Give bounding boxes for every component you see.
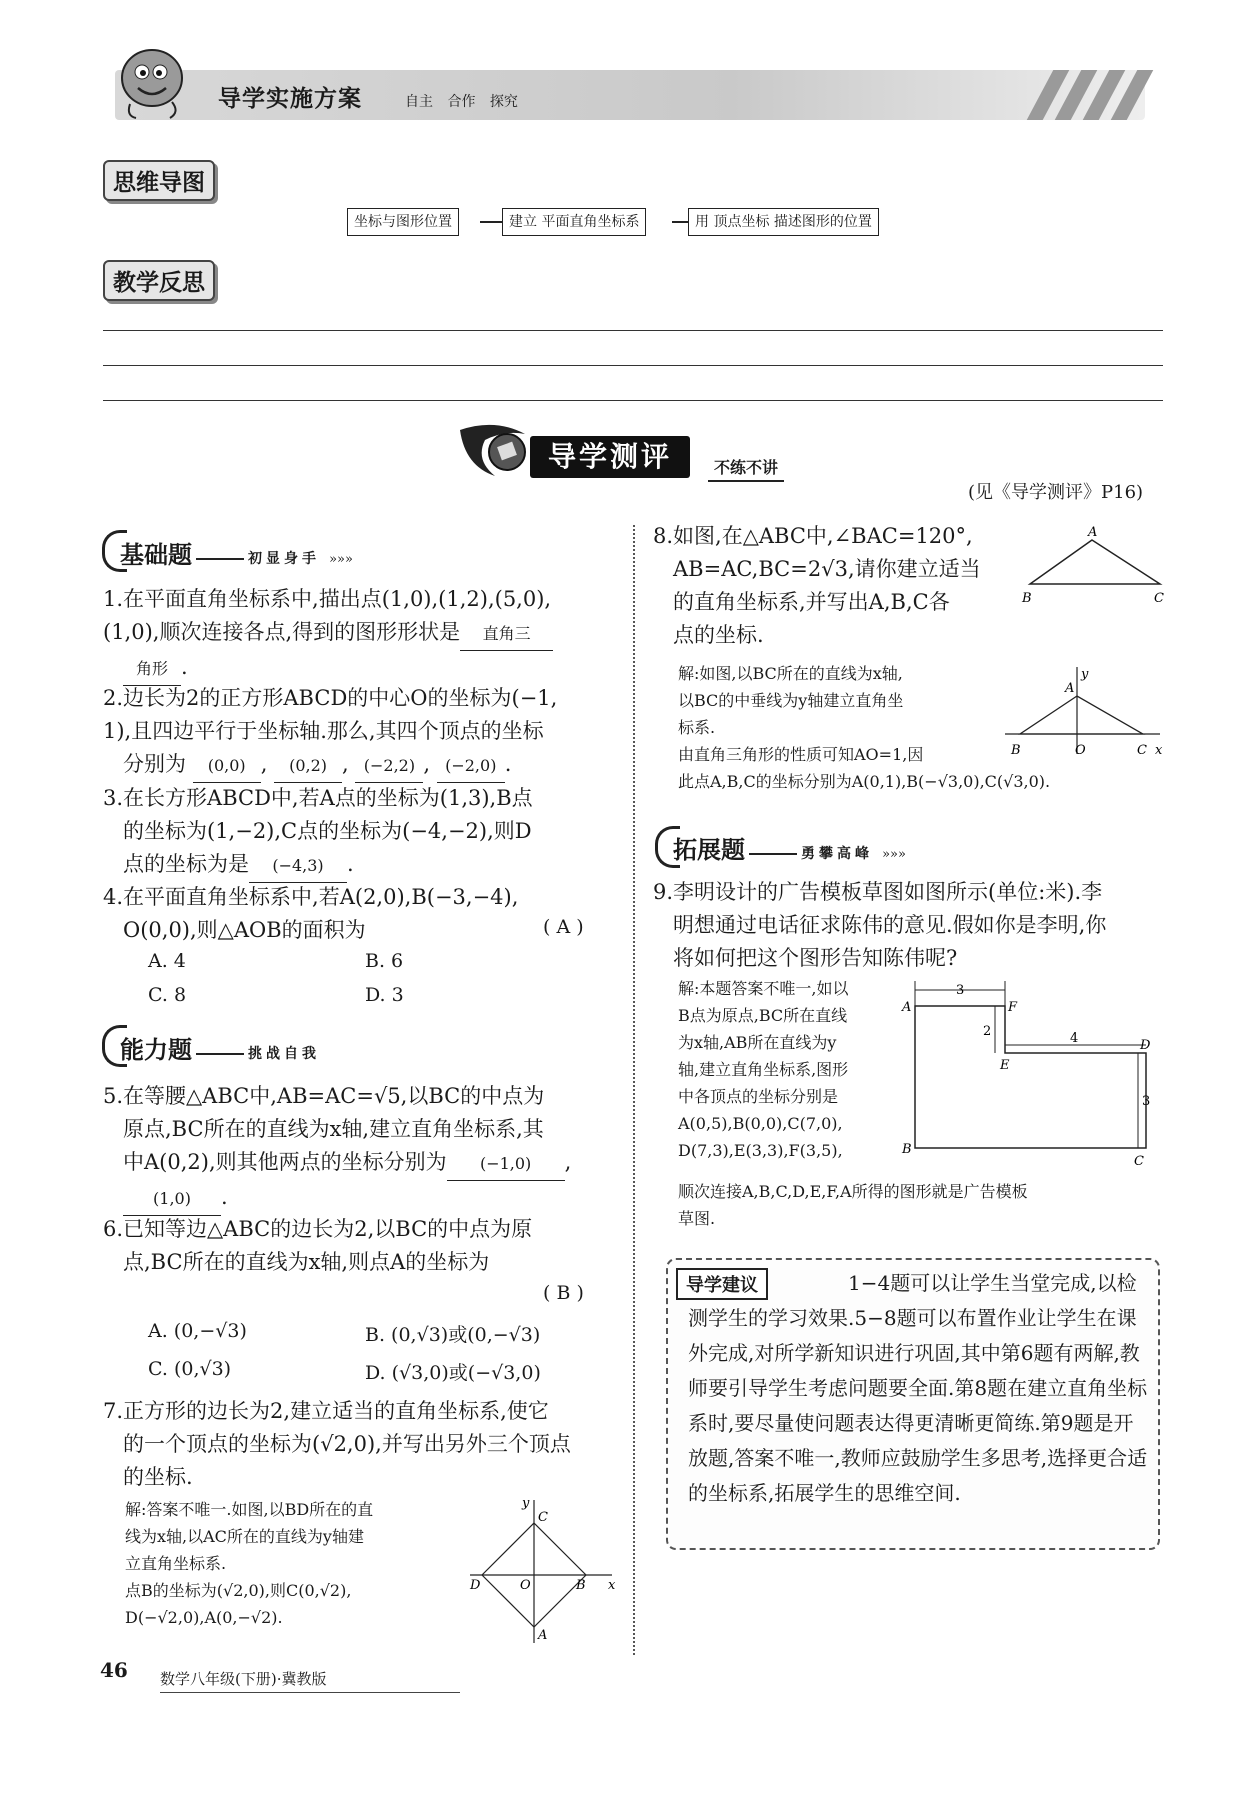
figure-triangle-axes bbox=[995, 662, 1170, 762]
dimension-3-right: 3 bbox=[1142, 1094, 1151, 1109]
label-a: A bbox=[1088, 525, 1098, 540]
question-6 bbox=[103, 1213, 532, 1279]
solution-text: 解:答案不唯一.如图,以BD所在的直 bbox=[125, 1500, 374, 1519]
banner-title: 导学测评 bbox=[530, 436, 690, 478]
answer-blank: (−1,0) bbox=[447, 1147, 565, 1181]
section-head-ability bbox=[120, 1030, 320, 1065]
label-a: A bbox=[1065, 681, 1075, 696]
label-x: x bbox=[1155, 743, 1163, 758]
solution-text: 解:本题答案不唯一,如以 bbox=[678, 979, 849, 998]
label-d: D bbox=[470, 1578, 481, 1593]
option-d: D. (√3,0)或(−√3,0) bbox=[365, 1362, 541, 1384]
question-text: O(0,0),则△AOB的面积为 bbox=[123, 918, 366, 942]
question-8 bbox=[653, 520, 981, 652]
label-d: D bbox=[1140, 1038, 1151, 1053]
option-a: A. (0,−√3) bbox=[148, 1320, 247, 1342]
solution-text: 标系. bbox=[678, 718, 716, 737]
answer-blank: (−2,0) bbox=[437, 749, 505, 783]
solution-text: 线为x轴,以AC所在的直线为y轴建 bbox=[125, 1527, 364, 1546]
solution-text: 顺次连接A,B,C,D,E,F,A所得的图形就是广告模板 bbox=[678, 1182, 1028, 1201]
triangle bbox=[1020, 696, 1143, 734]
question-text: 分别为 bbox=[123, 752, 186, 776]
mindmap-box-1: 坐标与图形位置 bbox=[347, 208, 459, 236]
label-c: C bbox=[1134, 1154, 1144, 1169]
banner-reference: (见《导学测评》P16) bbox=[968, 482, 1144, 503]
dimension-2: 2 bbox=[983, 1024, 992, 1039]
label-f: F bbox=[1008, 1000, 1018, 1015]
question-text: 8.如图,在△ABC中,∠BAC=120°, bbox=[653, 524, 973, 548]
footer-text: 数学八年级(下册)·冀教版 bbox=[160, 1668, 460, 1693]
question-text: 点的坐标为是 bbox=[123, 852, 249, 876]
question-text: 1),且四边平行于坐标轴.那么,其四个顶点的坐标 bbox=[103, 719, 544, 743]
question-5: 5.在等腰△ABC中,AB=AC=√5,以BC的中点为 原点,BC所在的直线为x轴,建立直角坐标系,其 中A(0,2),则其他两点的坐标分别为 (−1,0) , (1,0) . bbox=[103, 1080, 571, 1216]
question-3 bbox=[103, 782, 533, 883]
label-e: E bbox=[1000, 1058, 1010, 1073]
solution-text: 解:如图,以BC所在的直线为x轴, bbox=[678, 664, 903, 683]
label-b: B bbox=[1011, 743, 1021, 758]
header-subtitle: 自主 合作 探究 bbox=[405, 94, 518, 110]
question-text: 中A(0,2),则其他两点的坐标分别为 bbox=[123, 1150, 447, 1174]
question-text: 5.在等腰△ABC中,AB=AC=√5,以BC的中点为 bbox=[103, 1084, 545, 1108]
label-y: y bbox=[1081, 667, 1089, 682]
section-head-extend: 拓展题 勇攀高峰 »»» bbox=[673, 835, 906, 864]
solution-text: 点B的坐标为(√2,0),则C(0,√2), bbox=[125, 1581, 352, 1600]
mindmap-connector bbox=[480, 221, 502, 223]
answer-blank: (−4,3) bbox=[249, 849, 347, 883]
question-text: 原点,BC所在的直线为x轴,建立直角坐标系,其 bbox=[123, 1117, 544, 1141]
question-text: 1.在平面直角坐标系中,描出点(1,0),(1,2),(5,0), bbox=[103, 587, 552, 611]
section-title: 拓展题 bbox=[673, 835, 745, 864]
label-c: C bbox=[1154, 591, 1164, 606]
ruled-line bbox=[103, 330, 1163, 331]
section-subtitle: 勇攀高峰 bbox=[801, 846, 873, 862]
solution-text: A(0,5),B(0,0),C(7,0), bbox=[678, 1114, 843, 1133]
label-o: O bbox=[520, 1578, 531, 1593]
solution-text: 由直角三角形的性质可知AO=1,因 bbox=[678, 745, 924, 764]
mindmap-connector bbox=[672, 221, 688, 223]
section-title: 基础题 bbox=[120, 540, 192, 569]
question-text: 3.在长方形ABCD中,若A点的坐标为(1,3),B点 bbox=[103, 786, 533, 810]
punctuation: . bbox=[181, 655, 188, 679]
solution-text: D(−√2,0),A(0,−√2). bbox=[125, 1608, 283, 1627]
mindmap-box-2: 建立 平面直角坐标系 bbox=[502, 208, 646, 236]
question-text: 点,BC所在的直线为x轴,则点A的坐标为 bbox=[123, 1250, 490, 1274]
question-text: 明想通过电话征求陈伟的意见.假如你是李明,你 bbox=[673, 913, 1107, 937]
question-text: AB=AC,BC=2√3,请你建立适当 bbox=[673, 557, 981, 581]
answer-blank: (0,0) bbox=[193, 749, 261, 783]
column-divider bbox=[633, 525, 635, 1655]
question-text: 的一个顶点的坐标为(√2,0),并写出另外三个顶点 bbox=[123, 1432, 571, 1456]
mindmap-tag: 思维导图 bbox=[103, 160, 215, 201]
answer-choice: ( A ) bbox=[543, 916, 584, 938]
question-9 bbox=[653, 876, 1106, 975]
answer-blank: (1,0) bbox=[123, 1182, 221, 1216]
label-b: B bbox=[1022, 591, 1032, 606]
section-head-basic: 基础题 初显身手 »»» bbox=[120, 540, 353, 569]
label-c: C bbox=[538, 1510, 548, 1525]
ruled-line bbox=[103, 400, 1163, 401]
punctuation: . bbox=[504, 752, 512, 776]
option-a: A. 4 bbox=[148, 950, 186, 972]
question-text: 6.已知等边△ABC的边长为2,以BC的中点为原 bbox=[103, 1217, 533, 1241]
question-text: 点的坐标. bbox=[673, 623, 764, 647]
solution-text: 中各顶点的坐标分别是 bbox=[678, 1087, 839, 1106]
solution-text: B点为原点,BC所在直线 bbox=[678, 1006, 848, 1025]
question-text: 4.在平面直角坐标系中,若A(2,0),B(−3,−4), bbox=[103, 885, 519, 909]
figure-triangle bbox=[1018, 522, 1168, 612]
question-text: 的坐标. bbox=[123, 1465, 193, 1489]
solution-text: 草图. bbox=[678, 1209, 716, 1228]
section-title: 能力题 bbox=[120, 1035, 192, 1064]
header-title: 导学实施方案 bbox=[218, 85, 362, 112]
question-text: 9.李明设计的广告模板草图如图所示(单位:米).李 bbox=[653, 880, 1103, 904]
answer-choice: ( B ) bbox=[543, 1282, 584, 1304]
question-text: 7.正方形的边长为2,建立适当的直角坐标系,使它 bbox=[103, 1399, 549, 1423]
solution-9-cont bbox=[678, 1178, 1168, 1232]
solution-text: 此点A,B,C的坐标分别为A(0,1),B(−√3,0),C(√3,0). bbox=[678, 772, 1051, 791]
dimension-3-top: 3 bbox=[956, 983, 965, 998]
option-c: C. (0,√3) bbox=[148, 1358, 232, 1380]
ruled-line bbox=[103, 365, 1163, 366]
question-text: 的坐标为(1,−2),C点的坐标为(−4,−2),则D bbox=[123, 819, 532, 843]
punctuation: . bbox=[347, 852, 354, 876]
question-text: 的直角坐标系,并写出A,B,C各 bbox=[673, 590, 950, 614]
reflection-tag: 教学反思 bbox=[103, 260, 215, 301]
label-o: O bbox=[1075, 743, 1086, 758]
question-4 bbox=[103, 881, 518, 947]
banner-subtitle: 不练不讲 bbox=[708, 455, 784, 482]
option-d: D. 3 bbox=[365, 984, 404, 1006]
answer-blank: 角形 bbox=[123, 652, 181, 686]
answer-blank: (0,2) bbox=[274, 749, 342, 783]
dimension-4: 4 bbox=[1070, 1031, 1079, 1046]
answer-blank: 直角三 bbox=[460, 617, 553, 651]
template-outline bbox=[915, 1006, 1146, 1148]
mindmap-box-3: 用 顶点坐标 描述图形的位置 bbox=[688, 208, 879, 236]
triangle bbox=[1030, 540, 1160, 584]
label-b: B bbox=[902, 1142, 912, 1157]
punctuation: . bbox=[221, 1185, 228, 1209]
solution-9 bbox=[678, 975, 918, 1164]
solution-text: 轴,建立直角坐标系,图形 bbox=[678, 1060, 849, 1079]
question-2: 2.边长为2的正方形ABCD的中心O的坐标为(−1, 1),且四边平行于坐标轴.那么,其四个顶点的坐标 分别为 (0,0) , (0,2) , (−2,2) , (−2,0) . bbox=[103, 682, 557, 783]
solution-text: 立直角坐标系. bbox=[125, 1554, 227, 1573]
question-1 bbox=[103, 583, 553, 686]
option-b: B. (0,√3)或(0,−√3) bbox=[365, 1324, 541, 1346]
label-c: C bbox=[1137, 743, 1147, 758]
page-number: 46 bbox=[100, 1658, 128, 1682]
question-text: 将如何把这个图形告知陈伟呢? bbox=[673, 946, 958, 970]
section-subtitle: 初显身手 bbox=[248, 551, 320, 567]
advice-label: 导学建议 bbox=[676, 1268, 768, 1300]
question-text: (1,0),顺次连接各点,得到的图形形状是 bbox=[103, 620, 461, 644]
label-a: A bbox=[538, 1628, 548, 1643]
figure-square-axes bbox=[462, 1495, 622, 1645]
solution-text: 为x轴,AB所在直线为y bbox=[678, 1033, 837, 1052]
figure-template bbox=[898, 975, 1160, 1170]
label-a: A bbox=[902, 1000, 912, 1015]
section-subtitle: 挑战自我 bbox=[248, 1046, 320, 1062]
answer-blank: (−2,2) bbox=[355, 749, 423, 783]
label-b: B bbox=[576, 1578, 586, 1593]
question-text: 2.边长为2的正方形ABCD的中心O的坐标为(−1, bbox=[103, 686, 558, 710]
advice-text: 1−4题可以让学生当堂完成,以检测学生的学习效果.5−8题可以布置作业让学生在课外完成,对所学新知识进行巩固,其中第6题有两解,教师要引导学生考虑问题要全面.第8题在建立直角坐标系时,要尽量使问题表达得更清晰更简练.第9题是开放题,答案不唯一,教师应鼓励学生多思考,选择更合适的坐标系,拓展学生的思维空间. bbox=[688, 1271, 1148, 1505]
question-7 bbox=[103, 1395, 571, 1494]
label-x: x bbox=[608, 1578, 616, 1593]
mascot-icon bbox=[112, 42, 192, 122]
solution-7 bbox=[125, 1496, 373, 1631]
option-c: C. 8 bbox=[148, 984, 187, 1006]
option-b: B. 6 bbox=[365, 950, 404, 972]
solution-text: 以BC的中垂线为y轴建立直角坐 bbox=[678, 691, 904, 710]
label-y: y bbox=[522, 1496, 530, 1511]
solution-text: D(7,3),E(3,3),F(3,5), bbox=[678, 1141, 843, 1160]
